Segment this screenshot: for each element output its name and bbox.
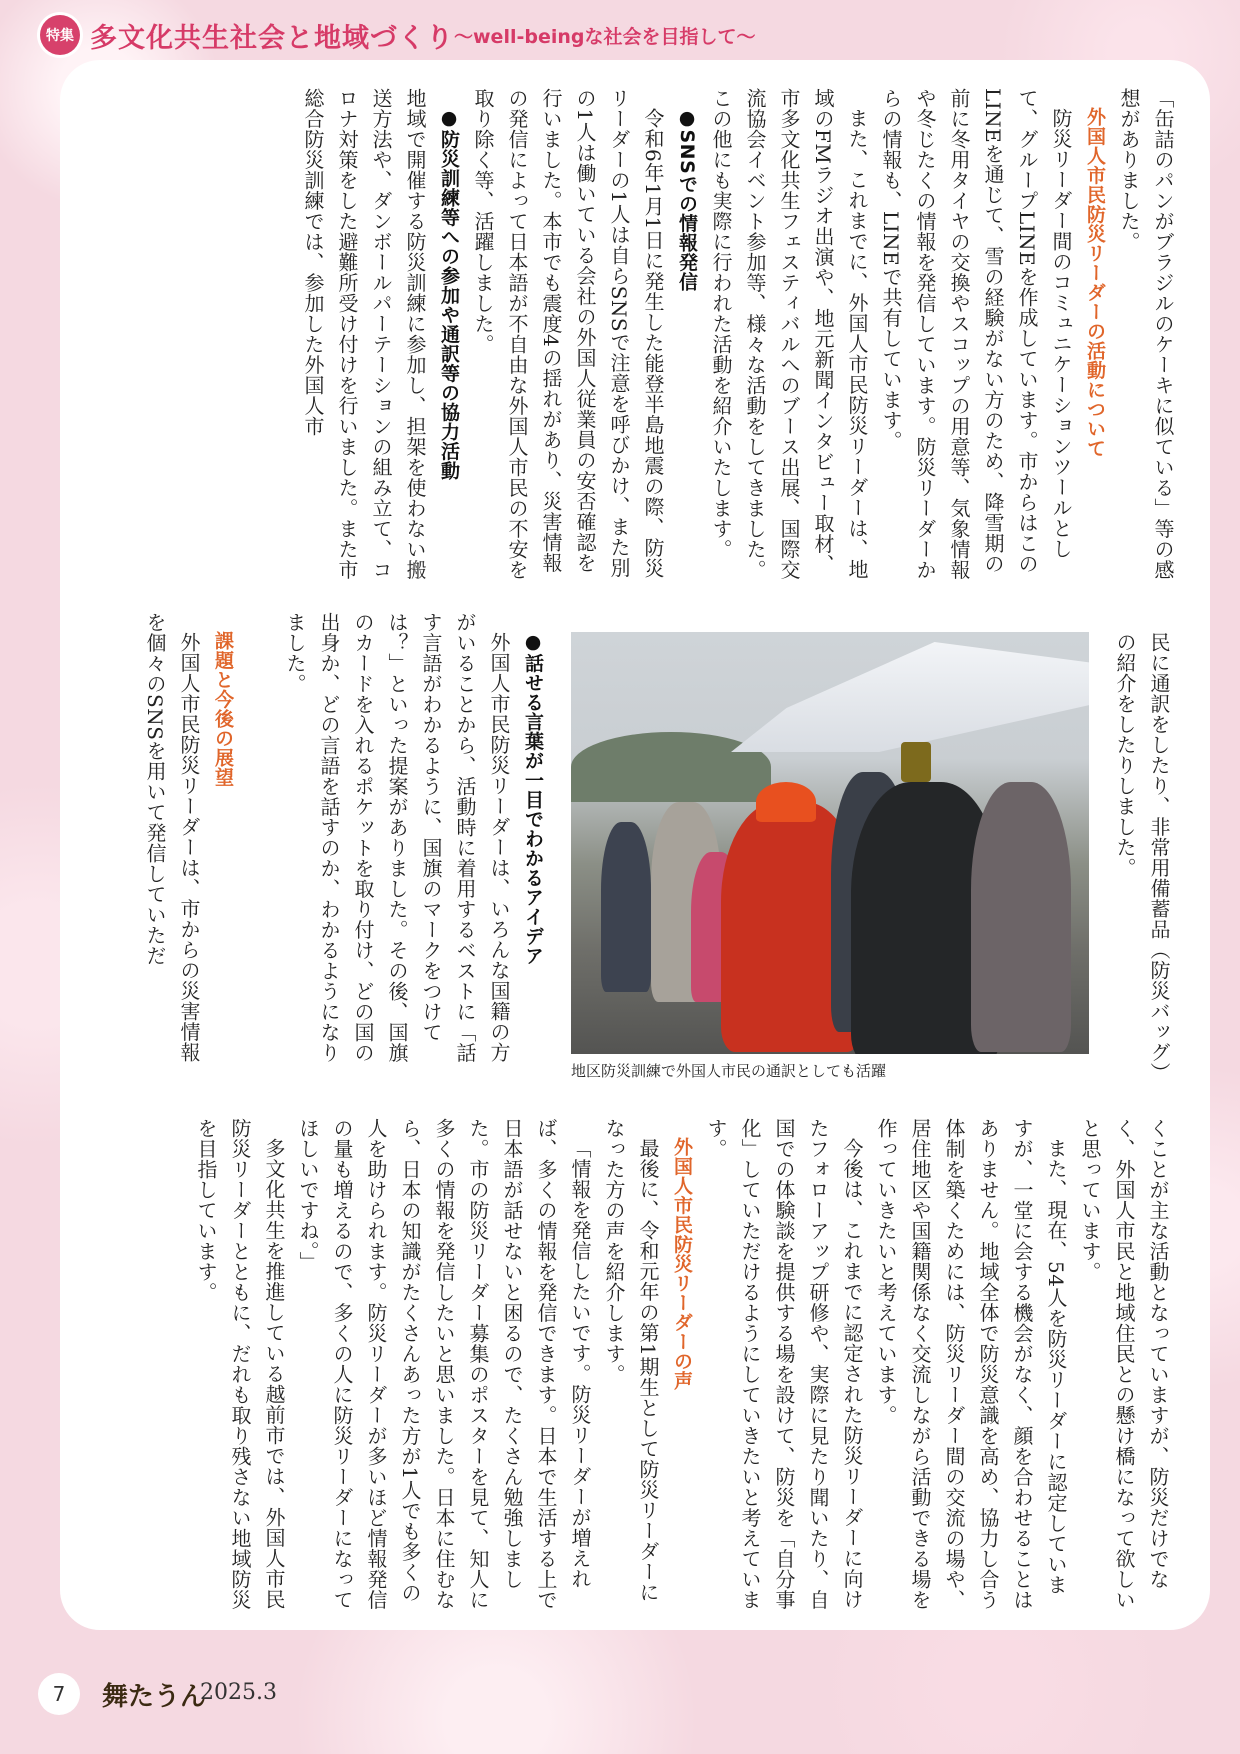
article-column-middle-left <box>100 612 240 1082</box>
article-column-middle-right <box>1096 632 1176 1082</box>
bullet-heading-training: ●防災訓練等への参加や通訳等の協力活動 <box>438 107 460 481</box>
paragraph: また、これまでに、外国人市民防災リーダーは、地域のFMラジオ出演や、地元新聞インタビュー取材、市多文化共生フェスティバルへのブース出展、国際交流協会イベント参加等、様々な活動をしてきました。この他にも実際に行われた活動を紹介いたします。 <box>709 88 869 580</box>
paragraph: 「缶詰のパンがブラジルのケーキに似ている」等の感想がありました。 <box>1117 88 1175 580</box>
paragraph: 多文化共生を推進している越前市では、外国人市民防災リーダーとともに、だれも取り残さない地域防災を目指しています。 <box>194 1118 286 1610</box>
article-column-lower <box>95 1118 1175 1610</box>
paragraph: 今後は、これまでに認定された防災リーダーに向けたフォローアップ研修や、実際に見たり聞いたり、自国での体験談を提供する場を設けて、防災を「自分事化」していただけるようにしていきたいと考えています。 <box>704 1118 864 1610</box>
section-heading-activities: 外国人市民防災リーダーの活動について <box>1084 107 1106 458</box>
training-photo <box>571 632 1089 1054</box>
article-column-middle-center <box>250 612 550 1082</box>
paragraph: また、現在、54人を防災リーダーに認定していますが、一堂に会する機会がなく、顔を合わせることはありません。地域全体で防災意識を高め、協力し合う体制を築くためには、防災リーダー間の交流の場や、居住地区や国籍関係なく交流しながら活動できる場を作っていきたいと考えています。 <box>874 1118 1068 1610</box>
section-heading-challenges: 課題と今後の展望 <box>212 631 234 787</box>
page-header <box>40 10 1200 60</box>
paragraph: 外国人市民防災リーダーは、市からの災害情報を個々のSNSを用いて発信していただ <box>143 612 201 1063</box>
feature-badge: 特集 <box>40 15 80 55</box>
section-heading-voices: 外国人市民防災リーダーの声 <box>671 1137 693 1391</box>
feature-subtitle: 〜well-beingな社会を目指して〜 <box>454 25 756 48</box>
paragraph: 「情報を発信したいです。防災リーダーが増えれば、多くの情報を発信できます。日本で生活する上で日本語が話せないと困るので、たくさん勉強しました。市の防災リーダー募集のポスターを見て、知人に多くの情報を発信したいと思いました。日本に住むなら、日本の知識がたくさんあった方が1人でも多くの人を助けられます。防災リーダーが多いほど情報発信の量も増えるので、多くの人に防災リーダーになってほしいですね。」 <box>296 1118 592 1610</box>
paragraph: 民に通訳をしたり、非常用備蓄品（防災バッグ）の紹介をしたりしました。 <box>1113 632 1171 1073</box>
paragraph: 最後に、令和元年の第1期生として防災リーダーになった方の声を紹介します。 <box>602 1118 660 1603</box>
bullet-heading-language: ●話せる言葉が一目でわかるアイデア <box>522 631 544 966</box>
paragraph: 令和6年1月1日に発生した能登半島地震の際、防災リーダーの1人は自らSNSで注意を呼びかけ、また別の1人は働いている会社の外国人従業員の安否確認を行いました。本市でも震度4の揺れがあり、災害情報の発信によって日本語が不自由な外国人市民の不安を取り除く等、活躍しました。 <box>471 88 665 580</box>
paragraph: 地域で開催する防災訓練に参加し、担架を使わない搬送方法や、ダンボールパーテーションの組み立て、コロナ対策をした避難所受け付けを行いました。また市総合防災訓練では、参加した外国人市 <box>301 88 427 580</box>
feature-title: 多文化共生社会と地域づくり <box>90 22 454 54</box>
magazine-logo: 舞たうん <box>102 1682 207 1712</box>
article-column-upper <box>100 88 1180 580</box>
paragraph: 防災リーダー間のコミュニケーションツールとして、グループLINEを作成しています。市からはこのLINEを通じて、雪の経験がない方のため、降雪期の前に冬用タイヤの交換やスコップの用意等、気象情報や冬じたくの情報を発信しています。防災リーダーからの情報も、LINEで共有しています。 <box>879 88 1073 580</box>
paragraph: 外国人市民防災リーダーは、いろんな国籍の方がいることから、活動時に着用するベストに「話す言語がわかるように、国旗のマークをつけては？」といった提案がありました。その後、国旗のカードを入れるポケットを取り付け、どの国の出身か、どの言語を話すのか、わかるようになりました。 <box>283 612 511 1063</box>
bullet-heading-sns: ●SNSでの情報発信 <box>676 107 698 292</box>
paragraph: くことが主な活動となっていますが、防災だけでなく、外国人市民と地域住民との懸け橋になって欲しいと思っています。 <box>1078 1118 1170 1610</box>
issue-date: 2025.3 <box>200 1680 277 1705</box>
photo-caption: 地区防災訓練で外国人市民の通訳としても活躍 <box>571 1062 887 1080</box>
page-number: 7 <box>38 1673 80 1715</box>
